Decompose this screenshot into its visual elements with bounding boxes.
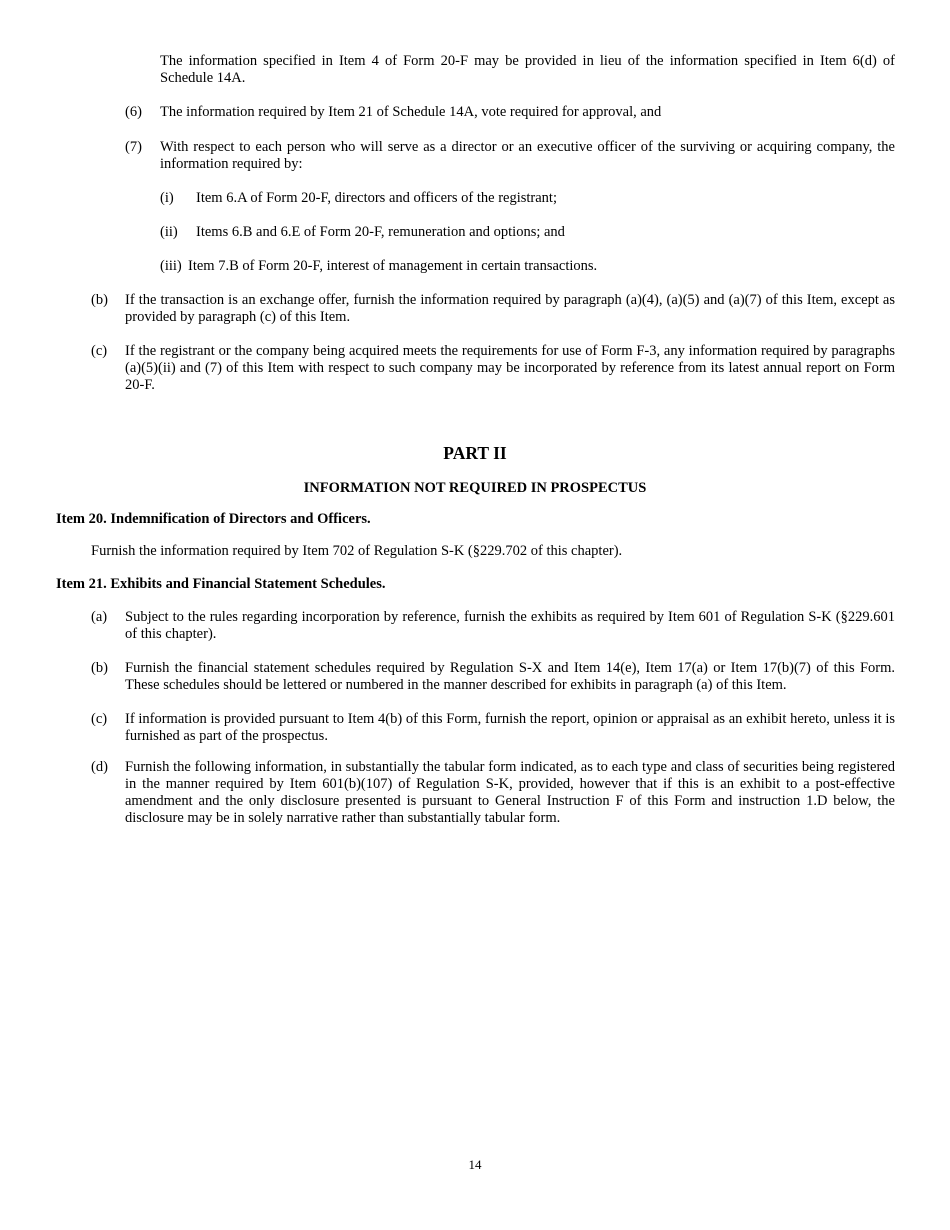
intro-continuation-paragraph: The information specified in Item 4 of Form 20-F may be provided in lieu of the information specified in Item 6(d) of Schedule 14A.: [160, 53, 895, 86]
list-item-text: With respect to each person who will serve as a director or an executive officer of the surviving or acquiring company, the information required by:: [160, 139, 895, 172]
list-item-text: If information is provided pursuant to Item 4(b) of this Form, furnish the report, opinion or appraisal as an exhibit hereto, unless it is furnished as part of the prospectus.: [125, 711, 895, 744]
sub-item-label: (i): [160, 190, 174, 206]
list-item-label: (d): [91, 759, 108, 775]
list-item-label: (6): [125, 104, 142, 120]
list-item-label: (c): [91, 711, 108, 727]
list-item-label: (7): [125, 139, 142, 155]
sub-item-text: Item 6.A of Form 20-F, directors and officers of the registrant;: [196, 190, 557, 206]
item-21-heading: Item 21. Exhibits and Financial Statement Schedules.: [56, 576, 386, 592]
list-item-text: If the transaction is an exchange offer, furnish the information required by paragraph (a)(4), (a)(5) and (a)(7) of this Item, except as provided by paragraph (c) of this Item.: [125, 292, 895, 325]
list-item-text: If the registrant or the company being acquired meets the requirements for use of Form F-3, any information required by paragraphs (a)(5)(ii) and (7) of this Item with respect to such company may be incorporated by reference from its latest annual report on Form 20-F.: [125, 343, 895, 393]
item-20-heading: Item 20. Indemnification of Directors and Officers.: [56, 511, 371, 527]
sub-item-text: Item 7.B of Form 20-F, interest of management in certain transactions.: [188, 258, 598, 274]
part-subtitle: INFORMATION NOT REQUIRED IN PROSPECTUS: [303, 480, 647, 496]
list-item-text: Furnish the financial statement schedules required by Regulation S-X and Item 14(e), Item 17(a) or Item 17(b)(7) of this Form. These schedules should be lettered or numbered in the manner described for exhibits in paragraph (a) of this Item.: [125, 660, 895, 693]
page-number: 14: [468, 1157, 482, 1172]
list-item-text: Furnish the following information, in substantially the tabular form indicated, as to each type and class of securities being registered in the manner required by Item 601(b)(107) of Regulation S-K, provided, however that if this is an exhibit to a post-effective amendment and the only disclosure presented is pursuant to General Instruction F of this Form and instruction 1.D below, the disclosure may be in solely narrative rather than substantially tabular form.: [125, 759, 895, 826]
list-item-text: Subject to the rules regarding incorporation by reference, furnish the exhibits as required by Item 601 of Regulation S-K (§229.601 of this chapter).: [125, 609, 895, 642]
list-item-text: The information required by Item 21 of Schedule 14A, vote required for approval, and: [160, 104, 662, 120]
list-item-label: (b): [91, 292, 108, 308]
list-item-label: (c): [91, 343, 108, 359]
part-title: PART II: [443, 443, 507, 463]
sub-item-label: (ii): [160, 224, 178, 240]
list-item-label: (b): [91, 660, 108, 676]
list-item-label: (a): [91, 609, 108, 625]
sub-item-text: Items 6.B and 6.E of Form 20-F, remuneration and options; and: [196, 224, 565, 240]
sub-item-label: (iii): [160, 258, 182, 274]
item-20-body: Furnish the information required by Item 702 of Regulation S-K (§229.702 of this chapter).: [91, 543, 623, 559]
